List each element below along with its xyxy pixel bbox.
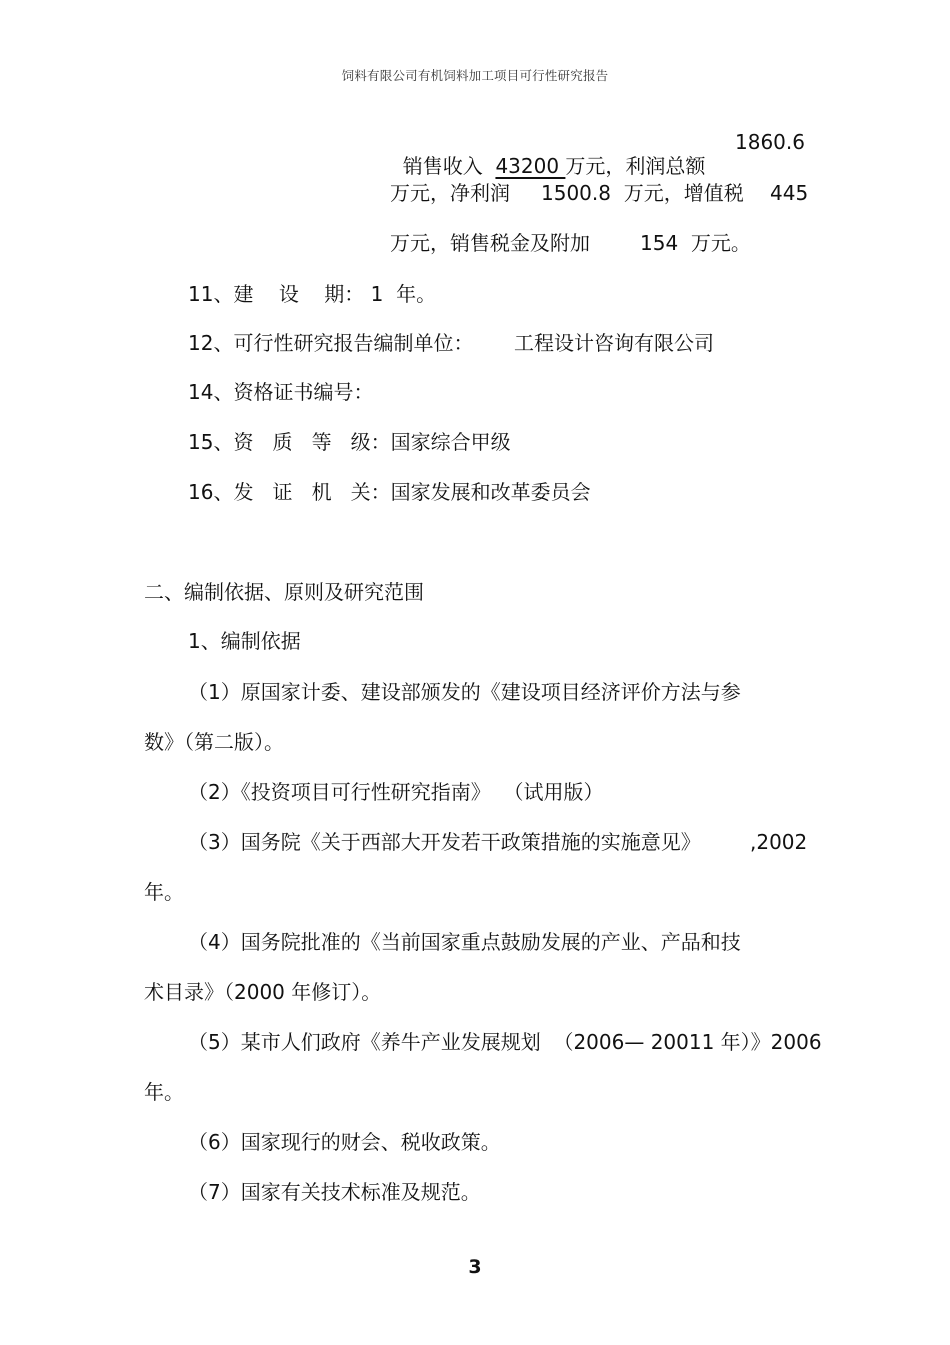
net-profit-label: 万元，净利润 <box>390 181 510 205</box>
running-header: 饲料有限公司有机饲料加工项目可行性研究报告 <box>341 68 609 83</box>
reference-6: （6）国家现行的财会、税收政策。 <box>188 1130 501 1154</box>
item-15-qualification-grade: 15、资 质 等 级：国家综合甲级 <box>188 430 511 454</box>
profit-label: 万元，利润总额 <box>565 154 706 178</box>
item-14-certificate-number: 14、资格证书编号： <box>188 380 374 404</box>
total-profit-value: 1860.6 <box>735 130 805 154</box>
subsection-heading: 1、编制依据 <box>188 629 301 653</box>
reference-2: （2）《投资项目可行性研究指南》 （试用版） <box>188 780 604 804</box>
reference-5-line-2: 年。 <box>144 1080 184 1104</box>
sales-tax-value: 154 万元。 <box>640 231 751 255</box>
item-12-compiler-label: 12、可行性研究报告编制单位： <box>188 331 474 355</box>
reference-3-line-2: 年。 <box>144 880 184 904</box>
sales-tax-label: 万元，销售税金及附加 <box>390 231 590 255</box>
reference-3-year: ,2002 <box>750 830 808 854</box>
reference-1-line-1: （1）原国家计委、建设部颁发的《建设项目经济评价方法与参 <box>188 680 741 704</box>
reference-1-line-2: 数》（第二版）。 <box>144 730 284 754</box>
sales-revenue-value: 43200 <box>495 154 566 178</box>
page-number: 3 <box>468 1256 482 1278</box>
vat-value: 445 <box>770 181 809 205</box>
reference-4-line-2: 术目录》（2000 年修订）。 <box>144 980 382 1004</box>
reference-7: （7）国家有关技术标准及规范。 <box>188 1180 481 1204</box>
reference-3-line-1: （3）国务院《关于西部大开发若干政策措施的实施意见》 <box>188 830 701 854</box>
item-11-construction-period: 11、建 设 期： 1 年。 <box>188 282 437 306</box>
section-heading: 二、编制依据、原则及研究范围 <box>144 580 424 604</box>
sales-revenue-label: 销售收入 <box>402 154 496 178</box>
reference-5-line-1: （5）某市人们政府《养牛产业发展规划 （2006— 20011 年）》2006 <box>188 1030 822 1054</box>
reference-4-line-1: （4）国务院批准的《当前国家重点鼓励发展的产业、产品和技 <box>188 930 741 954</box>
item-16-issuing-authority: 16、发 证 机 关：国家发展和改革委员会 <box>188 480 591 504</box>
item-12-compiler-value: 工程设计咨询有限公司 <box>514 331 714 355</box>
net-profit-value: 1500.8 万元，增值税 <box>541 181 744 205</box>
sales-line-1 <box>390 130 705 178</box>
